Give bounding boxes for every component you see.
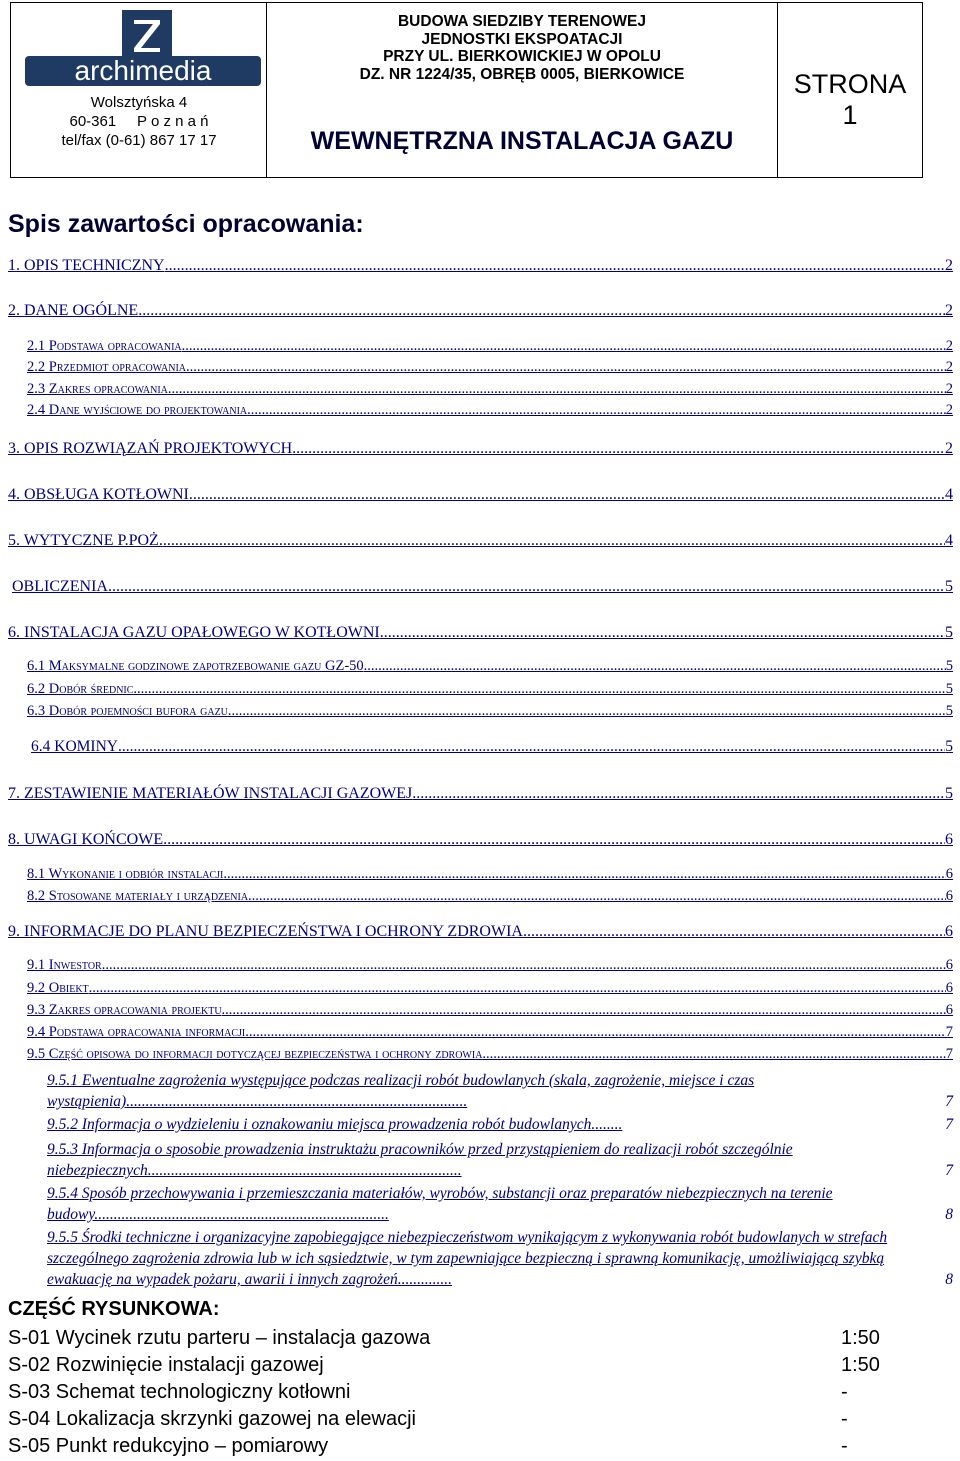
- toc-entry-5[interactable]: 5. WYTYCZNE P.POŻ. ..... 4: [8, 531, 953, 550]
- toc-entry-9-5-3[interactable]: 9.5.3 Informacja o sposobie prowadzenia instruktażu pracowników przed przystąpieniem do realizacji robót szczególnie niebezpiecznych................................................................................. 7: [47, 1141, 953, 1179]
- project-line: BUDOWA SIEDZIBY TERENOWEJ: [397, 13, 647, 30]
- toc-entry-3[interactable]: 3. OPIS ROZWIĄZAŃ PROJEKTOWYCH ..... 2: [8, 439, 953, 458]
- drawing-scale: -: [841, 1435, 848, 1457]
- drawing-scale: 1:50: [841, 1327, 880, 1349]
- drawing-scale: -: [841, 1381, 848, 1403]
- address-phone: tel/fax (0-61) 867 17 17: [61, 132, 217, 149]
- project-line: PRZY UL. BIERKOWICKIEJ W OPOLU: [383, 48, 661, 65]
- drawing-desc: S-01 Wycinek rzutu parteru – instalacja gazowa: [8, 1327, 431, 1349]
- project-line: DZ. NR 1224/35, OBRĘB 0005, BIERKOWICE: [359, 65, 685, 83]
- document-scope: WEWNĘTRZNA INSTALACJA GAZU: [310, 127, 734, 155]
- toc-entry-2-1[interactable]: 2.1 Podstawa opracowania ..... 2: [27, 338, 953, 355]
- toc-entry-8[interactable]: 8. UWAGI KOŃCOWE ..... 6: [8, 830, 953, 849]
- toc-entry-9-5[interactable]: 9.5 Część opisowa do informacji dotyczącej bezpieczeństwa i ochrony zdrowia ..... 7: [27, 1046, 953, 1063]
- toc-entry-obliczenia[interactable]: OBLICZENIA ..... 5: [8, 577, 953, 596]
- toc-entry-9-1[interactable]: 9.1 Inwestor ..... 6: [27, 957, 953, 974]
- toc-entry-6-3[interactable]: 6.3 Dobór pojemności bufora gazu ..... 5: [27, 703, 953, 720]
- toc-entry-2[interactable]: 2. DANE OGÓLNE ..... 2: [8, 301, 953, 320]
- toc-entry-8-1[interactable]: 8.1 Wykonanie i odbiór instalacji ..... 6: [27, 866, 953, 883]
- toc-entry-6[interactable]: 6. INSTALACJA GAZU OPAŁOWEGO W KOTŁOWNI ..... 5: [8, 623, 953, 642]
- toc-entry-9-5-1[interactable]: 9.5.1 Ewentualne zagrożenia występujące podczas realizacji robót budowlanych (skala, zagrożenie, miejsce i czas wystąpienia)........................................................................................ 7: [47, 1072, 953, 1110]
- address-city: 60-361 P o z n a ń: [69, 113, 209, 130]
- drawing-scale: 1:50: [841, 1354, 880, 1376]
- toc-entry-4[interactable]: 4. OBSŁUGA KOTŁOWNI ..... 4: [8, 485, 953, 504]
- toc-entry-9-5-5[interactable]: 9.5.5 Środki techniczne i organizacyjne zapobiegające niebezpieczeństwom wynikającym z wykonywania robót budowlanych w strefach szczególnego zagrożenia zdrowia lub w ich sąsiedztwie, w tym zapewniające bezpieczną i sprawną komunikację, umożliwiającą szybką ewakuację na wypadek pożaru, awarii i innych zagrożeń.............. 8: [47, 1229, 953, 1288]
- toc-entry-8-2[interactable]: 8.2 Stosowane materiały i urządzenia ..... 6: [27, 888, 953, 905]
- toc-entry-6-4[interactable]: 6.4 KOMINY ..... 5: [31, 737, 953, 756]
- drawing-desc: S-04 Lokalizacja skrzynki gazowej na elewacji: [8, 1408, 416, 1430]
- toc-entry-2-2[interactable]: 2.2 Przedmiot opracowania ..... 2: [27, 359, 953, 376]
- drawing-desc: S-02 Rozwinięcie instalacji gazowej: [8, 1354, 324, 1376]
- svg-text:archimedia: archimedia: [74, 55, 212, 86]
- toc-title: Spis zawartości opracowania:: [8, 210, 364, 238]
- drawing-scale: -: [841, 1408, 848, 1430]
- drawings-title: CZĘŚĆ RYSUNKOWA:: [8, 1298, 220, 1320]
- page-label: STRONA: [793, 69, 907, 99]
- toc-entry-9-5-2[interactable]: 9.5.2 Informacja o wydzieleniu i oznakowaniu miejsca prowadzenia robót budowlanych........ 7: [47, 1116, 953, 1133]
- project-line: JEDNOSTKI EKSPOATACJI: [421, 30, 623, 48]
- toc-entry-1[interactable]: 1. OPIS TECHNICZNY ..... 2: [8, 256, 953, 275]
- toc-entry-9-3[interactable]: 9.3 Zakres opracowania projektu ..... 6: [27, 1002, 953, 1019]
- toc-entry-9[interactable]: 9. INFORMACJE DO PLANU BEZPIECZEŃSTWA I OCHRONY ZDROWIA ..... 6: [8, 922, 953, 941]
- toc-entry-7[interactable]: 7. ZESTAWIENIE MATERIAŁÓW INSTALACJI GAZOWEJ ..... 5: [8, 784, 953, 803]
- toc-entry-2-3[interactable]: 2.3 Zakres opracowania ..... 2: [27, 381, 953, 398]
- address-street: Wolsztyńska 4: [90, 94, 188, 111]
- page-number: 1: [842, 100, 858, 130]
- toc-entry-9-4[interactable]: 9.4 Podstawa opracowania informacji ..... 7: [27, 1024, 953, 1041]
- toc-entry-9-2[interactable]: 9.2 Obiekt ..... 6: [27, 980, 953, 997]
- toc-entry-2-4[interactable]: 2.4 Dane wyjściowe do projektowania ..... 2: [27, 402, 953, 419]
- toc-entry-6-2[interactable]: 6.2 Dobór średnic ..... 5: [27, 681, 953, 698]
- toc-entry-6-1[interactable]: 6.1 Maksymalne godzinowe zapotrzebowanie gazu GZ-50 ..... 5: [27, 658, 953, 675]
- drawing-desc: S-05 Punkt redukcyjno – pomiarowy: [8, 1435, 329, 1457]
- toc-entry-9-5-4[interactable]: 9.5.4 Sposób przechowywania i przemieszczania materiałów, wyrobów, substancji oraz preparatów niebezpiecznych na terenie budowy............................................................................ 8: [47, 1185, 953, 1223]
- drawing-desc: S-03 Schemat technologiczny kotłowni: [8, 1381, 351, 1403]
